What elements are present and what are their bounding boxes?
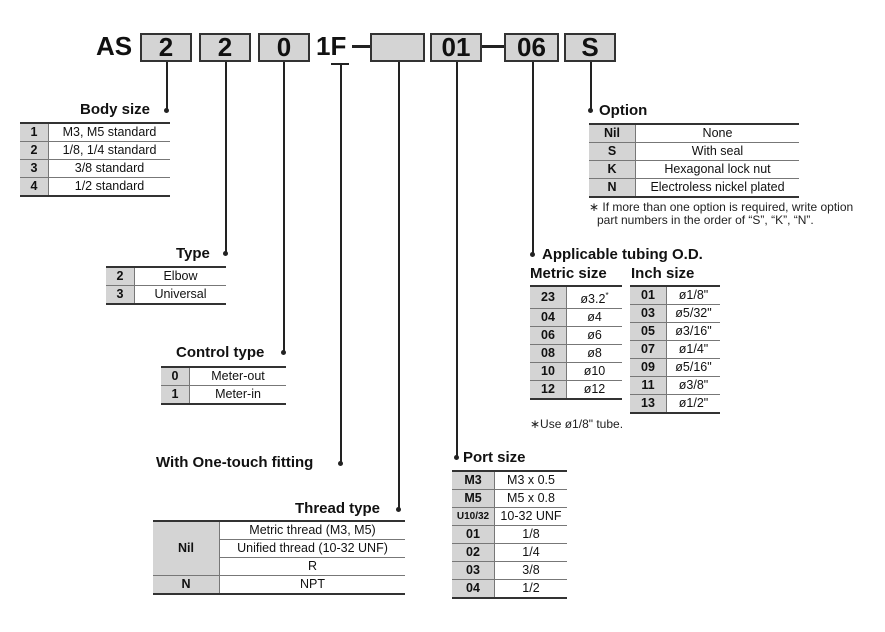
- option-code-box: S: [564, 33, 616, 62]
- code-cell: 1: [20, 123, 49, 142]
- code-cell: 01: [452, 526, 495, 544]
- body-size-code-box: 2: [140, 33, 192, 62]
- code-cell: U10/32: [452, 508, 495, 526]
- table-row: [452, 490, 567, 508]
- desc-cell: Metric thread (M3, M5): [220, 521, 406, 540]
- desc-cell: 10-32 UNF: [495, 508, 568, 526]
- tubing-title: Applicable tubing O.D.: [542, 246, 703, 263]
- code-cell: 04: [452, 580, 495, 599]
- code-cell: 11: [630, 377, 667, 395]
- one-touch-title: With One-touch fitting: [156, 454, 314, 471]
- table-row: [589, 124, 799, 143]
- code-cell: 03: [630, 305, 667, 323]
- desc-cell: ø8: [567, 345, 623, 363]
- code-cell: 4: [20, 178, 49, 197]
- desc-cell: M3 x 0.5: [495, 471, 568, 490]
- desc-cell: ø4: [567, 309, 623, 327]
- leader-port-size-dot: [454, 455, 459, 460]
- table-row: [530, 309, 622, 327]
- table-row: [630, 323, 720, 341]
- table-row: [153, 576, 405, 595]
- table-row: [630, 286, 720, 305]
- leader-tubing-dot: [530, 252, 535, 257]
- code-cell: 08: [530, 345, 567, 363]
- table-row: [630, 341, 720, 359]
- table-row: [20, 160, 170, 178]
- table-row: [530, 381, 622, 400]
- desc-cell: ø3/8": [667, 377, 721, 395]
- table-row: [106, 267, 226, 286]
- desc-cell: ø5/16": [667, 359, 721, 377]
- leader-thread-type-dot: [396, 507, 401, 512]
- table-row: [589, 143, 799, 161]
- thread-type-table: [153, 520, 405, 595]
- inch-size-title: Inch size: [631, 265, 695, 282]
- table-row: [530, 286, 622, 309]
- desc-cell: 1/8: [495, 526, 568, 544]
- code-cell: 0: [161, 367, 190, 386]
- desc-cell: NPT: [220, 576, 406, 595]
- code-cell: N: [153, 576, 220, 595]
- desc-cell: ø1/2": [667, 395, 721, 414]
- code-cell: Nil: [589, 124, 636, 143]
- thread-type-title: Thread type: [295, 500, 381, 517]
- table-row: [530, 345, 622, 363]
- option-title: Option: [599, 102, 648, 119]
- metric-size-table: [530, 285, 622, 400]
- part-prefix: AS: [96, 31, 133, 61]
- table-row: [630, 359, 720, 377]
- port-size-title: Port size: [463, 449, 526, 466]
- desc-cell: Electroless nickel plated: [636, 179, 800, 198]
- table-row: [161, 386, 286, 405]
- desc-cell: R: [220, 558, 406, 576]
- table-row: [589, 161, 799, 179]
- code-cell: 02: [452, 544, 495, 562]
- table-row: [630, 305, 720, 323]
- type-table: [106, 266, 226, 305]
- desc-text: ø3.2: [580, 292, 606, 307]
- code-cell: 07: [630, 341, 667, 359]
- thread-type-code-box: [370, 33, 425, 62]
- option-note-line1: ∗ If more than one option is required, write option: [589, 200, 854, 214]
- desc-cell: 1/4: [495, 544, 568, 562]
- desc-cell: Unified thread (10-32 UNF): [220, 540, 406, 558]
- option-table: [589, 123, 799, 198]
- code-cell: 10: [530, 363, 567, 381]
- code-cell: 3: [20, 160, 49, 178]
- code-cell: 04: [530, 309, 567, 327]
- desc-cell: 1/8, 1/4 standard: [49, 142, 171, 160]
- leader-fitting-dot: [338, 461, 343, 466]
- table-row: [630, 377, 720, 395]
- control-type-title: Control type: [176, 344, 265, 361]
- desc-cell: ø10: [567, 363, 623, 381]
- leader-body-size: [166, 62, 168, 110]
- tubing-note: ∗Use ø1/8" tube.: [530, 417, 624, 431]
- code-cell: 1: [161, 386, 190, 405]
- type-code-box: 2: [199, 33, 251, 62]
- desc-cell: Universal: [135, 286, 227, 305]
- fitting-code: 1F: [316, 31, 347, 61]
- desc-cell: ø3/16": [667, 323, 721, 341]
- code-cell: 09: [630, 359, 667, 377]
- table-row: [452, 544, 567, 562]
- table-row: [452, 508, 567, 526]
- desc-cell: ø1/8": [667, 286, 721, 305]
- option-note-line2: part numbers in the order of “S”, “K”, “N”.: [597, 213, 814, 227]
- leader-port-size: [456, 62, 458, 457]
- code-cell: 2: [20, 142, 49, 160]
- leader-body-size-dot: [164, 108, 169, 113]
- footnote-star: *: [605, 291, 609, 300]
- desc-cell: ø5/32": [667, 305, 721, 323]
- desc-cell: M3, M5 standard: [49, 123, 171, 142]
- desc-cell: None: [636, 124, 800, 143]
- control-type-table: [161, 366, 286, 405]
- desc-cell: ø6: [567, 327, 623, 345]
- table-row: [20, 178, 170, 197]
- code-cell: K: [589, 161, 636, 179]
- leader-control-type-dot: [281, 350, 286, 355]
- table-row: [20, 123, 170, 142]
- leader-option-dot: [588, 108, 593, 113]
- code-cell: M3: [452, 471, 495, 490]
- code-cell: M5: [452, 490, 495, 508]
- desc-cell: Elbow: [135, 267, 227, 286]
- desc-cell: 1/2 standard: [49, 178, 171, 197]
- table-row: [20, 142, 170, 160]
- body-size-table: [20, 122, 170, 197]
- leader-fitting: [340, 63, 342, 463]
- desc-cell: Meter-in: [190, 386, 287, 405]
- code-cell: 3: [106, 286, 135, 305]
- table-row: [452, 471, 567, 490]
- code-cell: 23: [530, 286, 567, 309]
- code-cell: 06: [530, 327, 567, 345]
- desc-cell: ø12: [567, 381, 623, 400]
- code-cell: N: [589, 179, 636, 198]
- port-code-box: 01: [430, 33, 482, 62]
- desc-cell: Meter-out: [190, 367, 287, 386]
- desc-cell: ø1/4": [667, 341, 721, 359]
- body-size-title: Body size: [80, 101, 151, 118]
- table-row: [161, 367, 286, 386]
- code-cell: 05: [630, 323, 667, 341]
- inch-size-table: [630, 285, 720, 414]
- desc-cell: 1/2: [495, 580, 568, 599]
- desc-cell: Hexagonal lock nut: [636, 161, 800, 179]
- tubing-code-box: 06: [504, 33, 559, 62]
- table-row: [530, 327, 622, 345]
- desc-cell: With seal: [636, 143, 800, 161]
- desc-cell: [567, 286, 623, 309]
- dash-1: [352, 45, 370, 48]
- desc-cell: 3/8 standard: [49, 160, 171, 178]
- leader-tubing: [532, 62, 534, 255]
- table-row: [153, 521, 405, 540]
- table-row: [589, 179, 799, 198]
- desc-cell: M5 x 0.8: [495, 490, 568, 508]
- table-row: [452, 580, 567, 599]
- leader-control-type: [283, 62, 285, 352]
- code-cell: Nil: [153, 521, 220, 576]
- leader-thread-type: [398, 62, 400, 510]
- code-cell: S: [589, 143, 636, 161]
- leader-type: [225, 62, 227, 252]
- control-type-code-box: 0: [258, 33, 310, 62]
- table-row: [630, 395, 720, 414]
- code-cell: 13: [630, 395, 667, 414]
- desc-cell: 3/8: [495, 562, 568, 580]
- code-cell: 12: [530, 381, 567, 400]
- port-size-table: [452, 470, 567, 599]
- table-row: [530, 363, 622, 381]
- table-row: [452, 526, 567, 544]
- leader-option: [590, 62, 592, 110]
- metric-size-title: Metric size: [530, 265, 607, 282]
- leader-type-dot: [223, 251, 228, 256]
- type-title: Type: [176, 245, 210, 262]
- dash-2: [482, 45, 504, 48]
- table-row: [452, 562, 567, 580]
- code-cell: 2: [106, 267, 135, 286]
- code-cell: 03: [452, 562, 495, 580]
- code-cell: 01: [630, 286, 667, 305]
- table-row: [106, 286, 226, 305]
